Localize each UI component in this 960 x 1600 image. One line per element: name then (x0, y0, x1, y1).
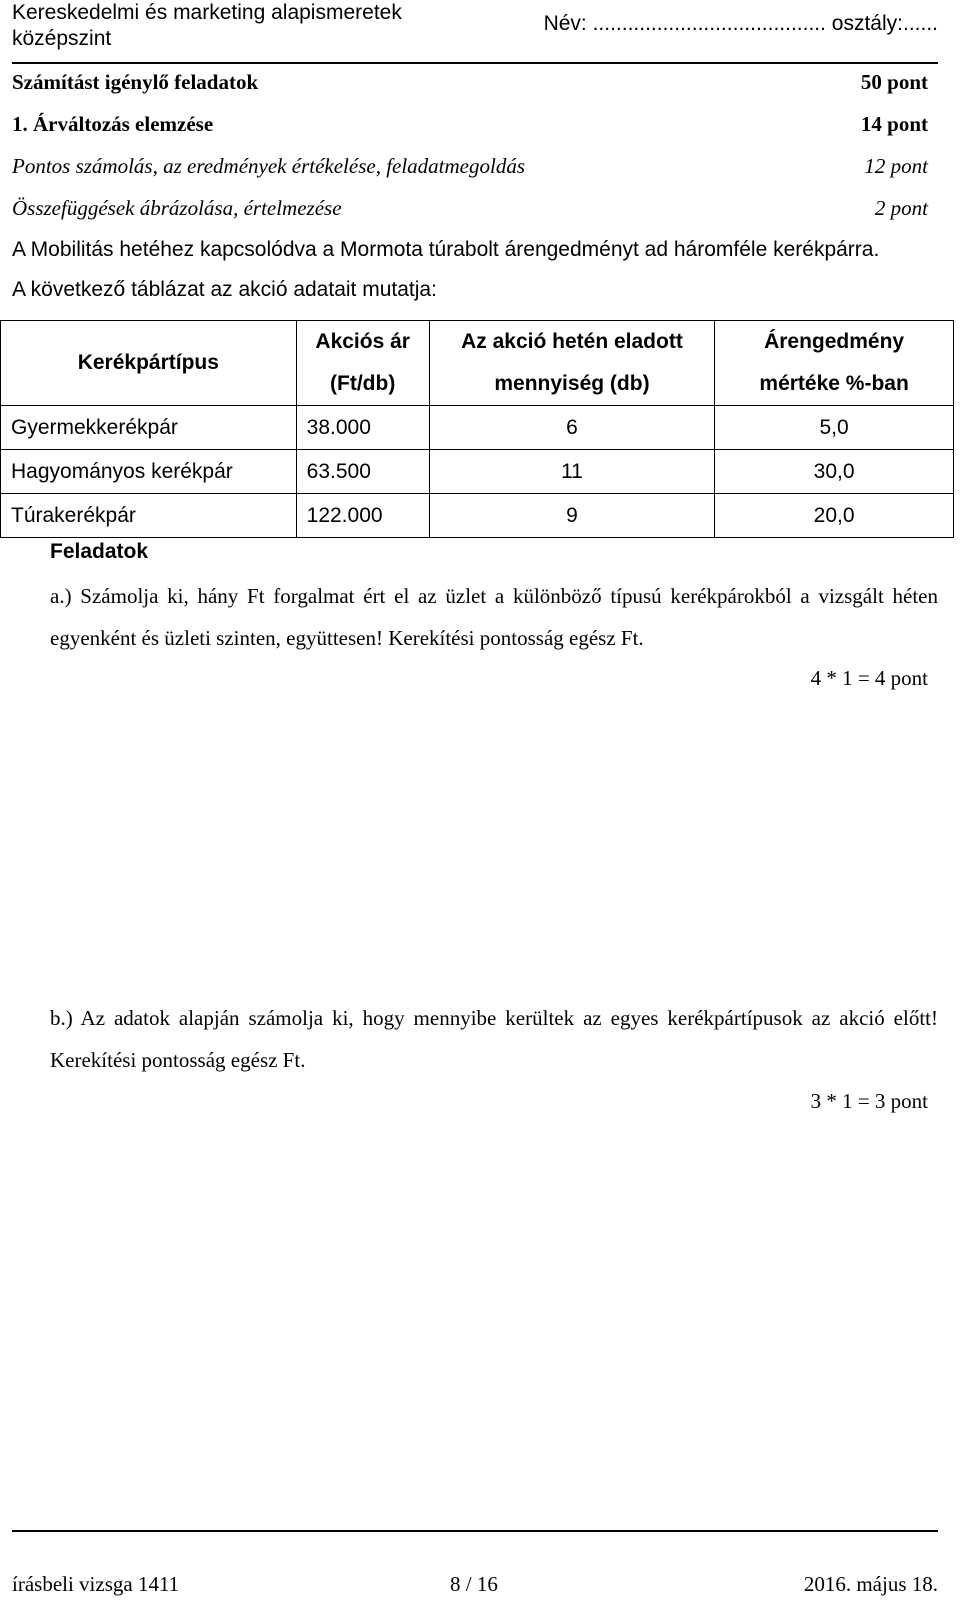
header-price (296, 321, 429, 406)
cell-price: 38.000 (296, 406, 429, 450)
cell-discount: 30,0 (715, 450, 954, 494)
criteria-row-2 (12, 196, 928, 221)
header-qty-line1: Az akció hetén eladott (461, 330, 683, 353)
criteria-label: Pontos számolás, az eredmények értékelése, feladatmegoldás (12, 154, 526, 178)
task1-title-row (12, 112, 928, 137)
footer-divider (12, 1530, 938, 1532)
cell-discount: 20,0 (715, 494, 954, 538)
intro-line-1: A Mobilitás hetéhez kapcsolódva a Mormota túrabolt árengedményt ad háromféle kerékpárra. (12, 238, 880, 261)
footer-page: 8 / 16 (450, 1572, 498, 1596)
cell-price: 122.000 (296, 494, 429, 538)
header-discount (715, 321, 954, 406)
table-row (1, 406, 954, 450)
cell-qty: 6 (429, 406, 714, 450)
header-price-line1: Akciós ár (315, 330, 410, 353)
criteria-row-1 (12, 154, 928, 179)
header-disc-line2: mértéke %-ban (759, 372, 909, 395)
criteria-points: 12 pont (864, 154, 928, 178)
table-row (1, 450, 954, 494)
cell-qty: 11 (429, 450, 714, 494)
table-header-row (1, 321, 954, 406)
cell-type: Túrakerékpár (1, 494, 297, 538)
section-title-row (12, 70, 928, 95)
header-subject-line1: Kereskedelmi és marketing alapismeretek (12, 1, 402, 24)
task-a-points: 4 * 1 = 4 pont (810, 666, 928, 690)
task1-intro (12, 230, 942, 310)
header-qty-line2: mennyiség (db) (494, 372, 650, 395)
header-price-line2: (Ft/db) (330, 372, 396, 395)
cell-type: Hagyományos kerékpár (1, 450, 297, 494)
cell-type: Gyermekkerékpár (1, 406, 297, 450)
cell-qty: 9 (429, 494, 714, 538)
header-qty (429, 321, 714, 406)
header-divider (12, 62, 938, 64)
header-name-field: Név: ........................................ osztály:...... (543, 12, 938, 35)
bike-discount-table (0, 320, 954, 538)
header-subject (12, 0, 402, 52)
criteria-label: Összefüggések ábrázolása, értelmezése (12, 196, 342, 220)
footer-exam: írásbeli vizsga 1411 (12, 1572, 180, 1596)
task1-points: 14 pont (860, 112, 928, 136)
table-row (1, 494, 954, 538)
footer-date: 2016. május 18. (803, 1572, 938, 1596)
task-b-points: 3 * 1 = 3 pont (810, 1089, 928, 1113)
intro-line-2: A következő táblázat az akció adatait mutatja: (12, 278, 437, 301)
header-disc-line1: Árengedmény (764, 330, 905, 353)
section-title: Számítást igénylő feladatok (12, 70, 259, 94)
header-type: Kerékpártípus (1, 321, 297, 406)
section-points: 50 pont (860, 70, 928, 94)
task-a-text: a.) Számolja ki, hány Ft forgalmat ért el az üzlet a különböző típusú kerékpárokból a vizsgált héten egyenként és üzleti szinten, együttesen! Kerekítési pontosság egész Ft. (50, 584, 938, 650)
criteria-points: 2 pont (874, 196, 928, 220)
cell-price: 63.500 (296, 450, 429, 494)
task1-title: 1. Árváltozás elemzése (12, 112, 214, 136)
task-b-text: b.) Az adatok alapján számolja ki, hogy mennyibe kerültek az egyes kerékpártípusok az akció előtt! Kerekítési pontosság egész Ft. (50, 1006, 938, 1072)
tasks-heading: Feladatok (50, 540, 149, 563)
header-subject-line2: középszint (12, 27, 112, 50)
cell-discount: 5,0 (715, 406, 954, 450)
